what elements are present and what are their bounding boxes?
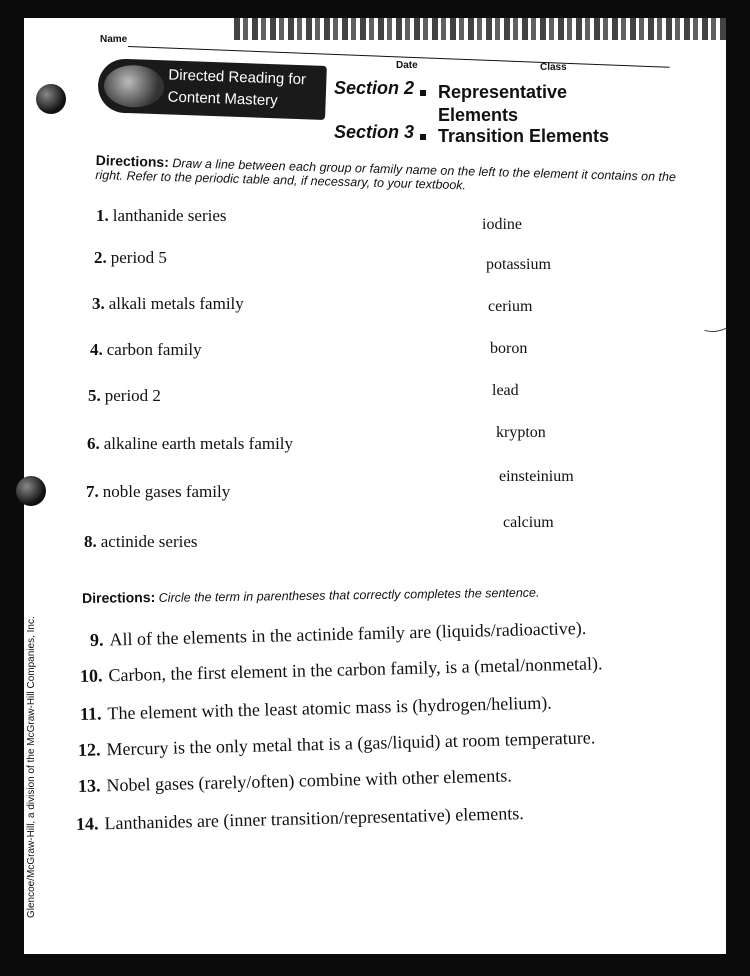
element-answer: boron [490, 340, 528, 357]
group-item [96, 206, 227, 226]
section-bullet-icon [420, 90, 426, 96]
section-3-title: Transition Elements [438, 126, 610, 146]
directions-text: Draw a line between each group or family name on the left to the element it contains on the right. Refer to the periodic table and, if necessary, to your textbook. [95, 156, 677, 193]
class-label: Class [540, 62, 567, 73]
sentence-item [80, 653, 603, 687]
item-number: 9. [89, 629, 104, 650]
item-number: 6. [87, 434, 100, 453]
sentence-text: Lanthanides are (inner transition/representative) elements. [104, 803, 524, 834]
item-number: 10. [79, 665, 103, 686]
item-number: 4. [90, 340, 103, 359]
directions-label: Directions: [82, 588, 156, 606]
item-number: 2. [94, 248, 107, 267]
directions-label: Directions: [95, 152, 170, 171]
item-text: lanthanide series [112, 206, 227, 225]
item-text: period 5 [110, 248, 167, 267]
binder-hole [16, 476, 46, 506]
group-item [94, 248, 167, 268]
element-answer: einsteinium [499, 468, 574, 485]
item-text: actinide series [100, 532, 198, 551]
group-item [87, 434, 293, 454]
sentence-item [78, 727, 596, 761]
group-item [84, 532, 198, 552]
sentence-item [78, 765, 512, 797]
item-text: noble gases family [102, 482, 231, 501]
section-bullet-icon [420, 134, 426, 140]
group-item [88, 386, 161, 406]
sentence-item [90, 618, 587, 651]
element-answer: cerium [488, 298, 533, 315]
group-item [90, 340, 202, 360]
section-3-label: Section 3 [334, 122, 415, 142]
group-item [86, 482, 230, 502]
group-item [92, 294, 244, 314]
item-text: period 2 [104, 386, 161, 405]
element-answer: calcium [503, 514, 554, 531]
element-answer: lead [492, 382, 519, 399]
item-number: 8. [84, 532, 97, 551]
date-label: Date [396, 60, 418, 71]
item-text: alkali metals family [108, 294, 244, 313]
element-answer: krypton [496, 424, 546, 441]
item-number: 11. [79, 703, 102, 724]
sentence-text: All of the elements in the actinide family are (liquids/radioactive). [109, 617, 587, 650]
directions-text: Circle the term in parentheses that correctly completes the sentence. [158, 585, 540, 605]
element-answer: iodine [482, 216, 522, 233]
item-number: 5. [88, 386, 101, 405]
item-number: 1. [96, 206, 109, 225]
item-text: alkaline earth metals family [103, 434, 294, 453]
worksheet-page [24, 18, 726, 954]
sentence-item [76, 803, 524, 835]
item-text: carbon family [106, 340, 202, 359]
sentence-text: Nobel gases (rarely/often) combine with other elements. [106, 765, 512, 796]
copyright-credit: Glencoe/McGraw-Hill, a division of the McGraw-Hill Companies, Inc. [26, 616, 37, 918]
section-2-title: Representative [438, 82, 568, 102]
part2-directions [82, 582, 682, 606]
sentence-text: Carbon, the first element in the carbon family, is a (metal/nonmetal). [108, 653, 603, 686]
item-number: 14. [75, 813, 99, 834]
binder-hole [36, 84, 66, 114]
name-label: Name [100, 34, 128, 45]
item-number: 12. [77, 739, 101, 760]
item-number: 13. [77, 775, 101, 796]
decorative-border-pattern [234, 18, 726, 40]
pencil-mark [655, 233, 726, 344]
sentence-text: Mercury is the only metal that is a (gas/liquid) at room temperature. [106, 727, 596, 760]
sentence-text: The element with the least atomic mass is (hydrogen/helium). [107, 692, 552, 724]
item-number: 3. [92, 294, 105, 313]
sentence-item [80, 692, 552, 725]
element-answer: potassium [486, 256, 551, 273]
item-number: 7. [86, 482, 99, 501]
banner-title-line1: Directed Reading for [168, 66, 307, 89]
part1-directions [95, 152, 678, 198]
section-2-label: Section 2 [334, 78, 415, 98]
directed-reading-banner [97, 58, 327, 120]
section-2-title-cont: Elements [438, 105, 519, 125]
globe-icon [103, 64, 164, 108]
banner-title-line2: Content Mastery [167, 88, 278, 110]
